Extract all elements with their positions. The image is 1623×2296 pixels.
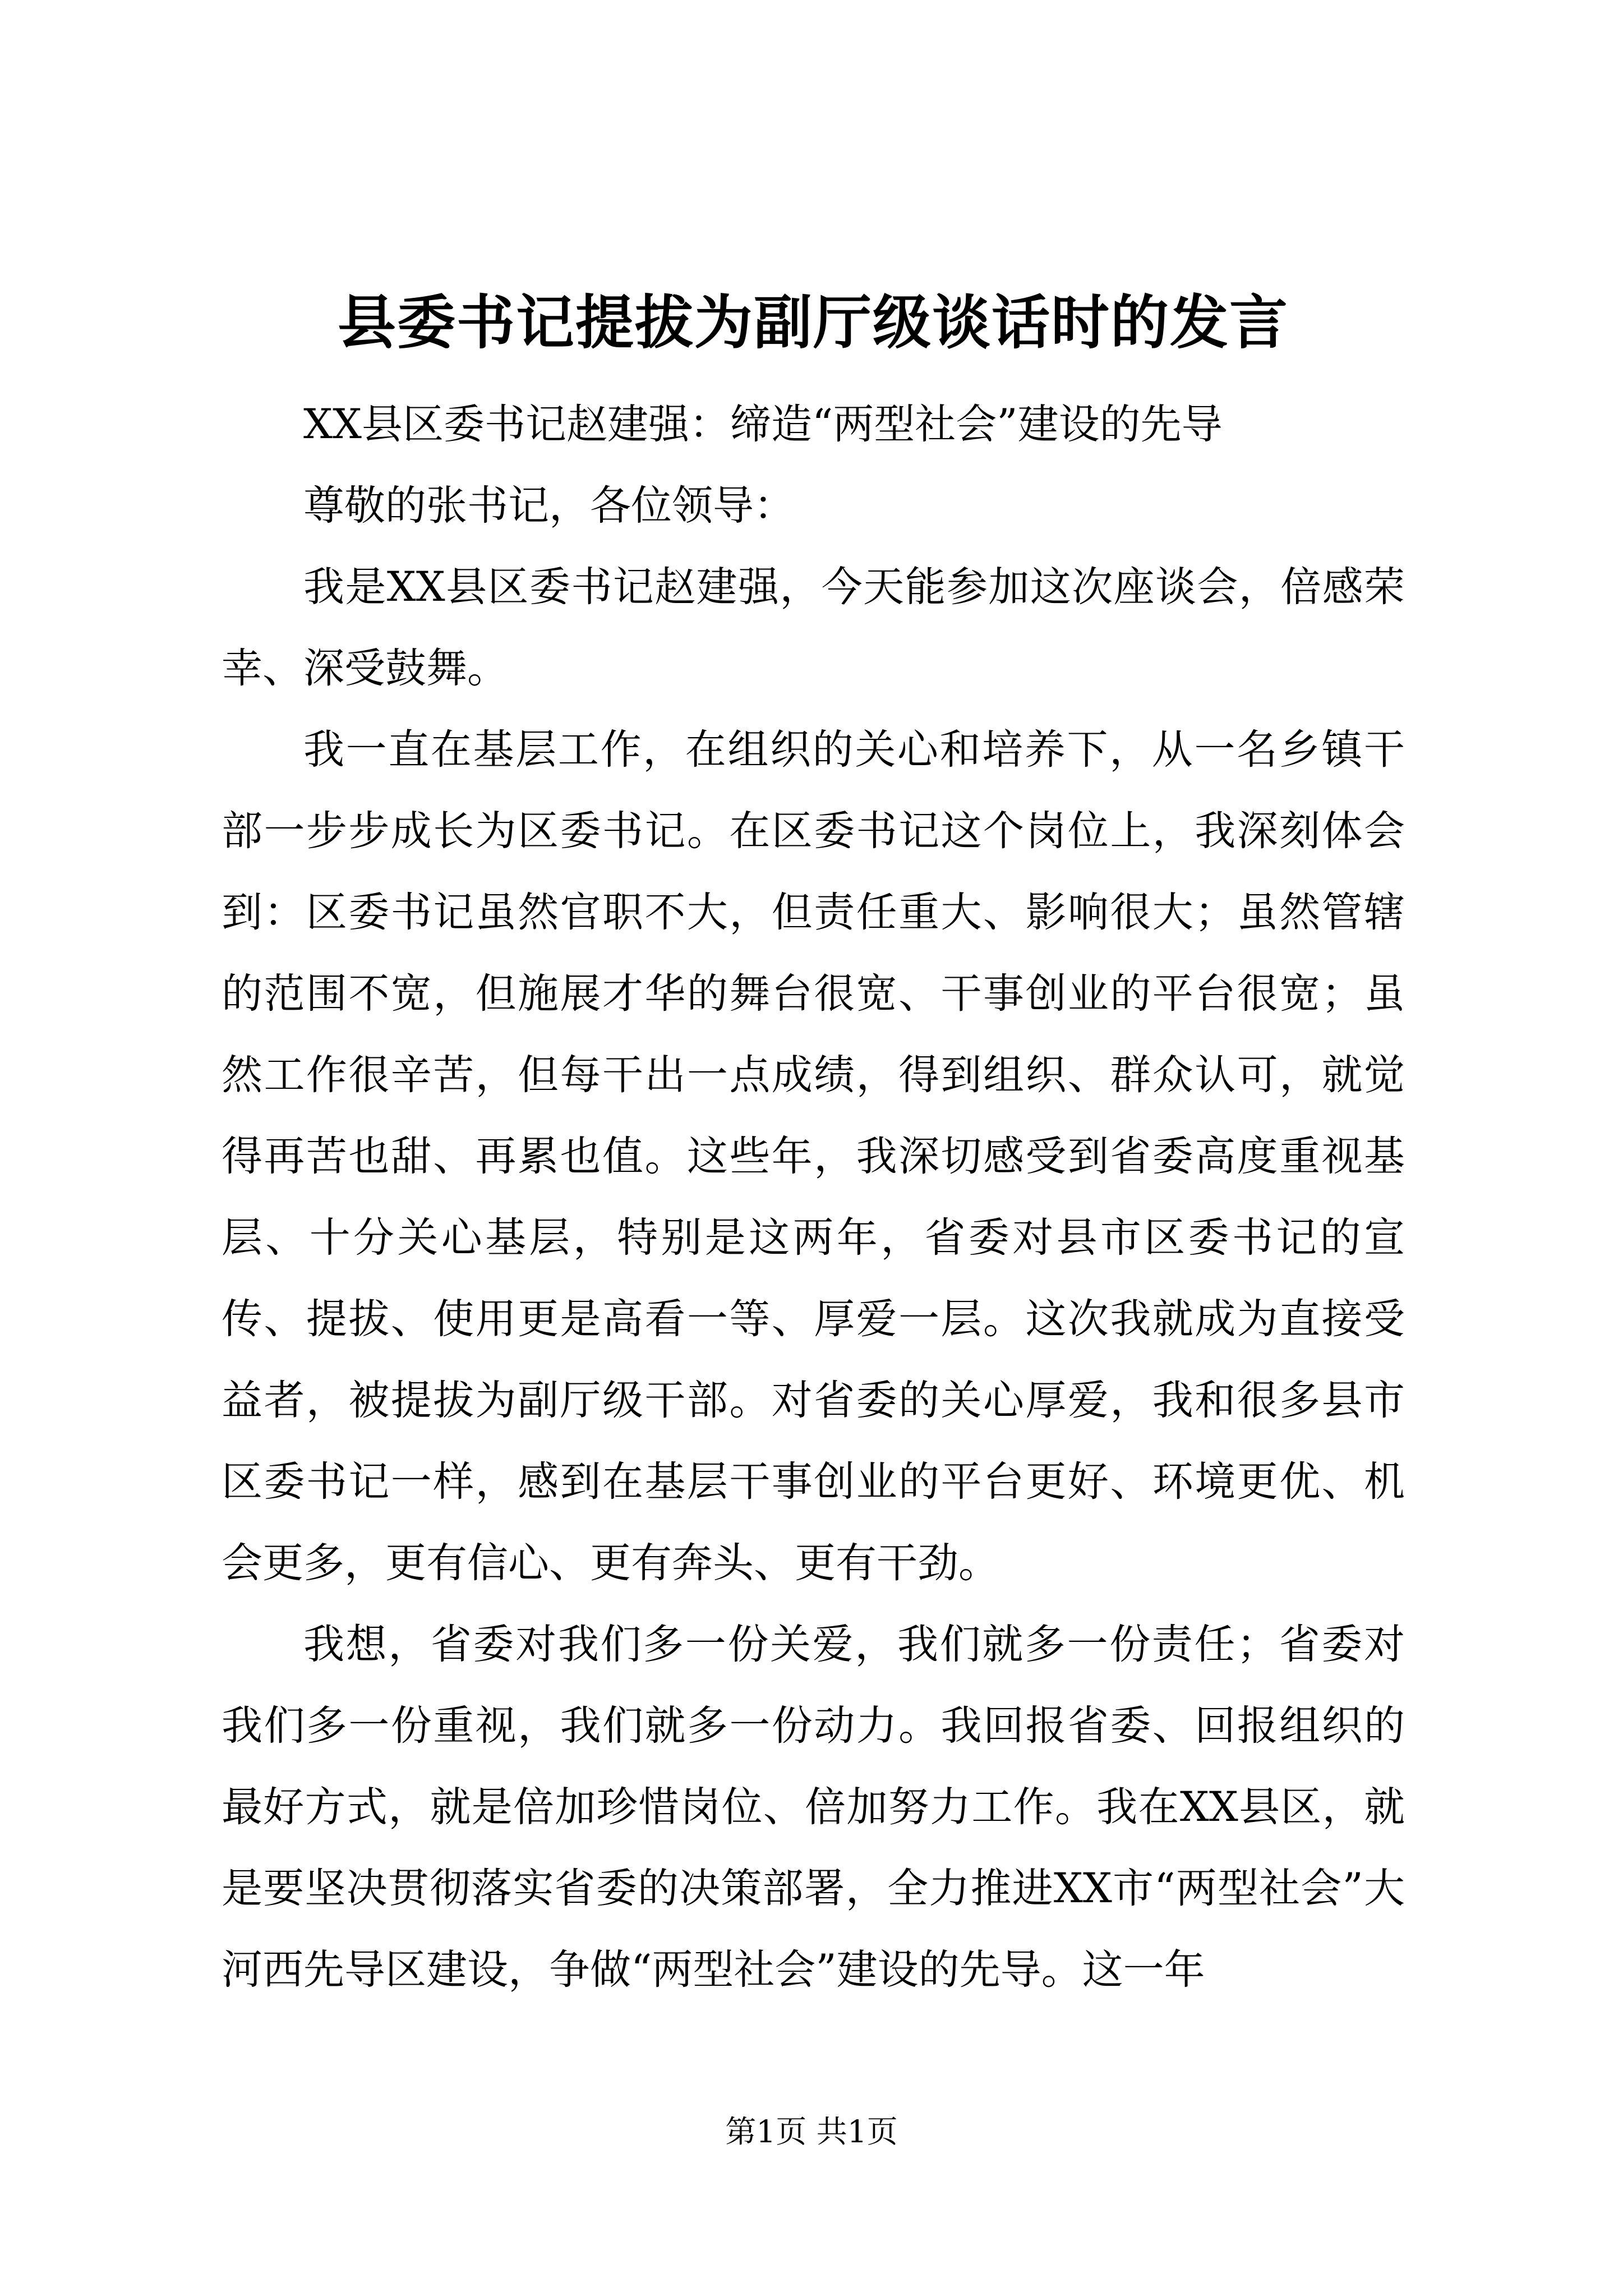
paragraph-1: 我是XX县区委书记赵建强，今天能参加这次座谈会，倍感荣幸、深受鼓舞。 — [222, 563, 1405, 692]
document-title: 县委书记提拔为副厅级谈话时的发言 — [337, 288, 1289, 357]
salutation: 尊敬的张书记，各位领导： — [303, 482, 795, 530]
document-body — [222, 384, 1405, 2010]
page-footer: 第1页 共1页 — [725, 2114, 898, 2150]
paragraph-2: 我一直在基层工作，在组织的关心和培养下，从一名乡镇干部一步步成长为区委书记。在区委书记这个岗位上，我深刻体会到：区委书记虽然官职不大，但责任重大、影响很大；虽然管辖的范围不宽，但施展才华的舞台很宽、干事创业的平台很宽；虽然工作很辛苦，但每干出一点成绩，得到组织、群众认可，就觉得再苦也甜、再累也值。这些年，我深切感受到省委高度重视基层、十分关心基层，特别是这两年，省委对县市区委书记的宣传、提拔、使用更是高看一等、厚爱一层。这次我就成为直接受益者，被提拔为副厅级干部。对省委的关心厚爱，我和很多县市区委书记一样，感到在基层干事创业的平台更好、环境更优、机会更多，更有信心、更有奔头、更有干劲。 — [222, 726, 1405, 1587]
paragraph-3: 我想，省委对我们多一份关爱，我们就多一份责任；省委对我们多一份重视，我们就多一份动力。我回报省委、回报组织的最好方式，就是倍加珍惜岗位、倍加努力工作。我在XX县区，就是要坚决贯彻落实省委的决策部署，全力推进XX市“两型社会”大河西先导区建设，争做“两型社会”建设的先导。这一年 — [222, 1621, 1405, 1994]
document-subtitle: XX县区委书记赵建强：缔造“两型社会”建设的先导 — [303, 401, 1223, 448]
